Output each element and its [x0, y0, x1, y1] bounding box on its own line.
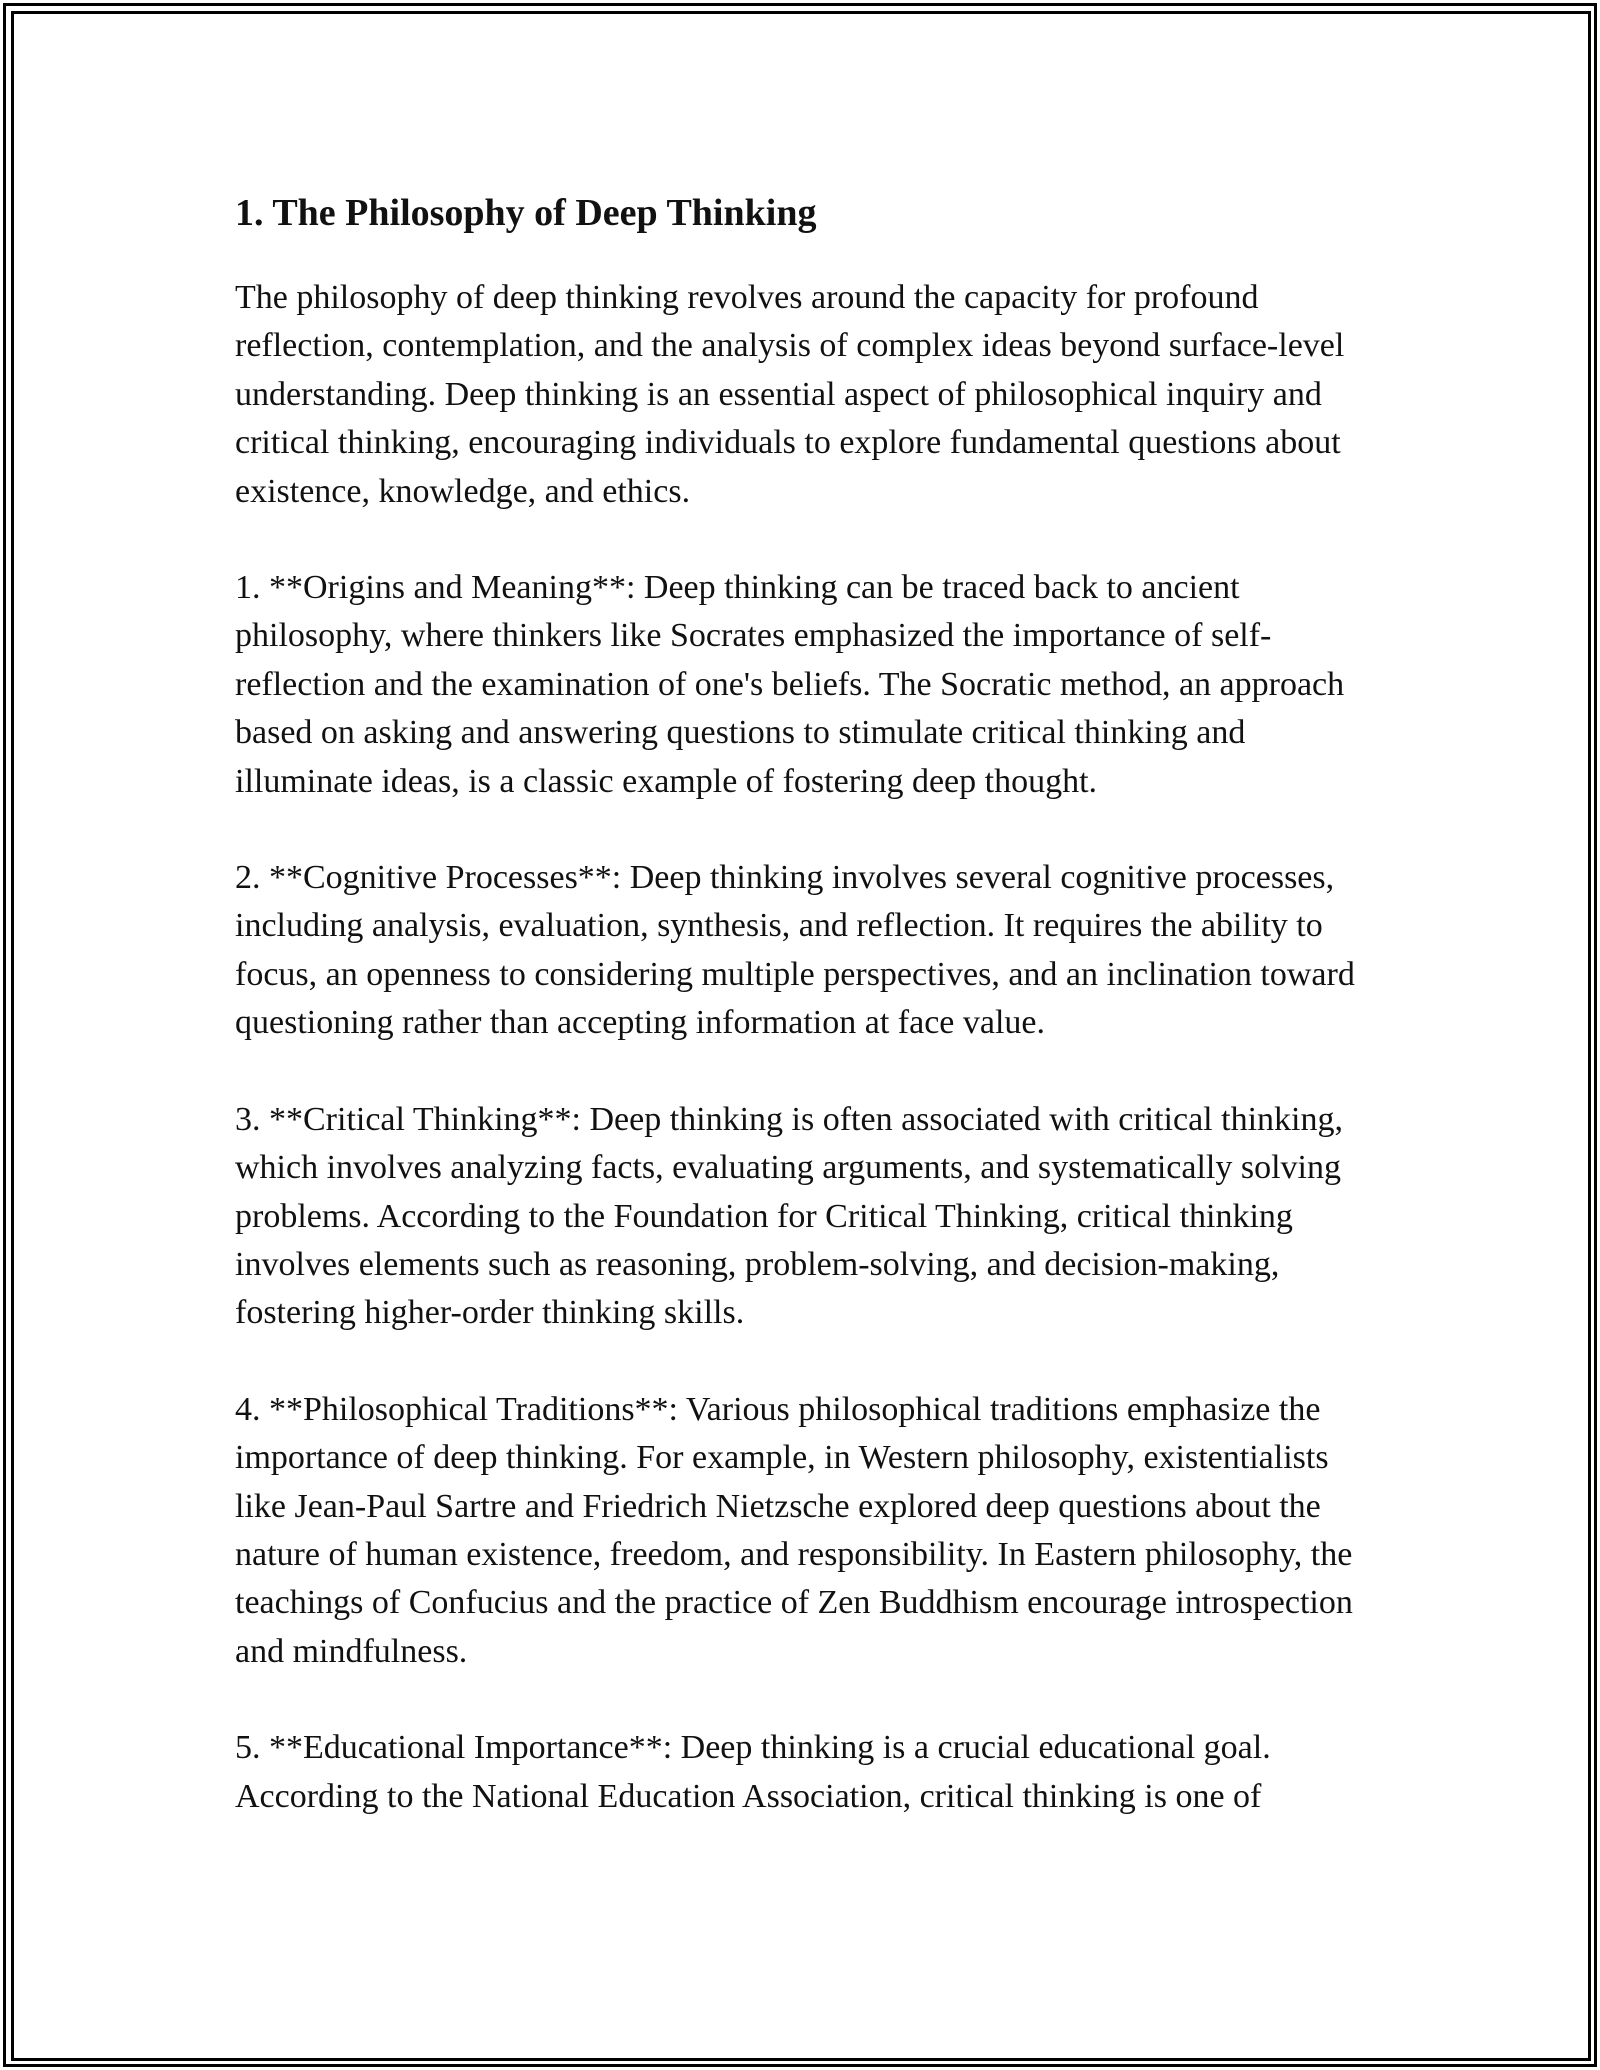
- paragraph-philosophical-traditions: 4. **Philosophical Traditions**: Various philosophical traditions emphasize the importance of deep thinking. For example, in Western philosophy, existentialists like Jean-Paul Sartre and Friedrich Nietzsche explored deep questions about the nature of human existence, freedom, and responsibility. In Eastern philosophy, the teachings of Confucius and the practice of Zen Buddhism encourage introspection and mindfulness.: [235, 1390, 1353, 1670]
- intro-paragraph: The philosophy of deep thinking revolves around the capacity for profound reflection, contemplation, and the analysis of complex ideas beyond surface-level understanding. Deep thinking is an essential aspect of philosophical inquiry and critical thinking, encouraging individuals to explore fundamental questions about existence, knowledge, and ethics.: [235, 279, 1345, 510]
- paragraph-origins-and-meaning: 1. **Origins and Meaning**: Deep thinking can be traced back to ancient philosophy, where thinkers like Socrates emphasized the importance of self-reflection and the examination of one's beliefs. The Socratic method, an approach based on asking and answering questions to stimulate critical thinking and illuminate ideas, is a classic example of fostering deep thought.: [235, 569, 1345, 800]
- paragraph-cognitive-processes: 2. **Cognitive Processes**: Deep thinking involves several cognitive processes, including analysis, evaluation, synthesis, and reflection. It requires the ability to focus, an openness to considering multiple perspectives, and an inclination toward questioning rather than accepting information at face value.: [235, 859, 1355, 1042]
- document-body: [235, 186, 1375, 1869]
- paragraph-educational-importance: 5. **Educational Importance**: Deep thinking is a crucial educational goal. According to the National Education Association, critical thinking is one of: [235, 1729, 1271, 1815]
- paragraph-critical-thinking: 3. **Critical Thinking**: Deep thinking is often associated with critical thinking, which involves analyzing facts, evaluating arguments, and systematically solving problems. According to the Foundation for Critical Thinking, critical thinking involves elements such as reasoning, problem-solving, and decision-making, fostering higher-order thinking skills.: [235, 1100, 1343, 1332]
- section-heading: 1. The Philosophy of Deep Thinking: [235, 192, 817, 234]
